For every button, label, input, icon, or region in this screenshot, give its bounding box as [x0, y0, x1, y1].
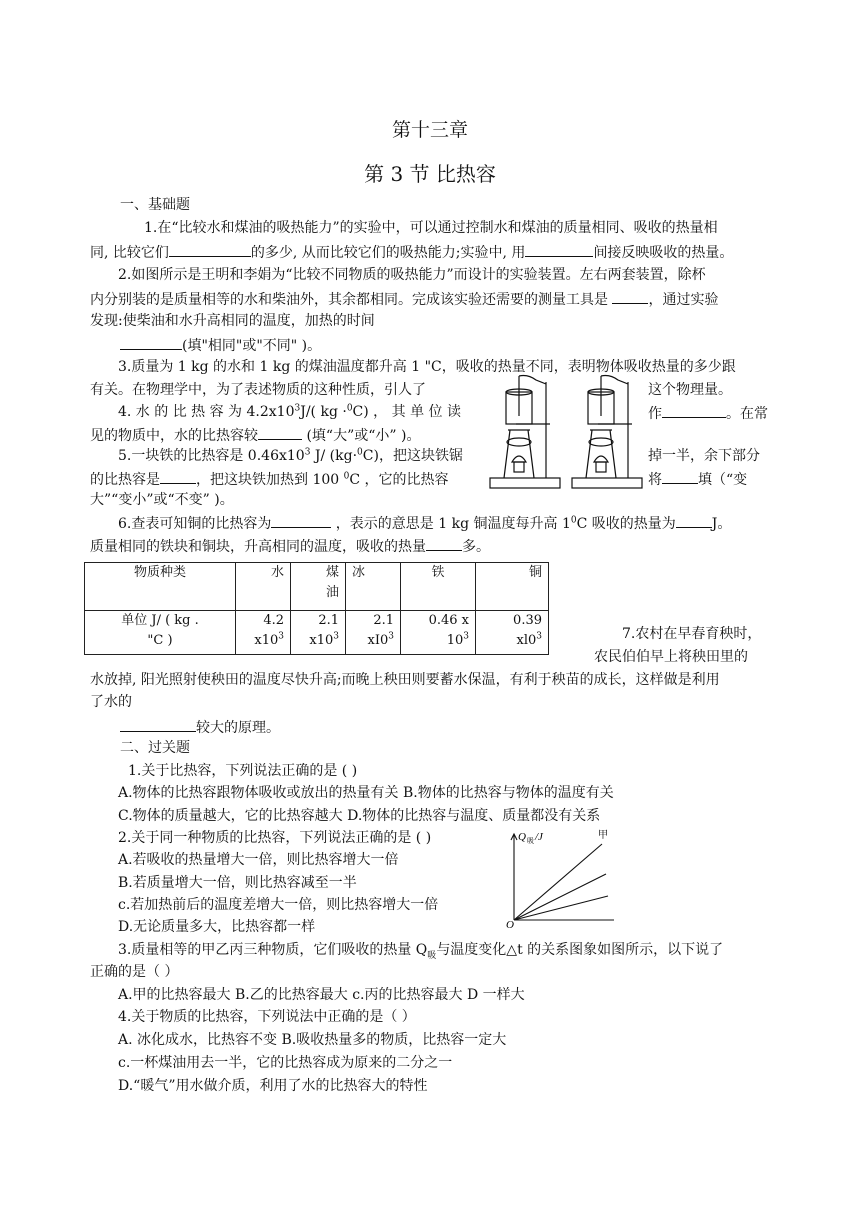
- heat-temperature-graph: [502, 824, 622, 932]
- q6-line2: 质量相同的铁块和铜块，升高相同的温度，吸收的热量 多。: [90, 535, 490, 557]
- answer-blank: [612, 288, 648, 304]
- q6-line1: 6.查表可知铜的比热容为 ，表示的意思是 1 kg 铜温度每升高 $1^0C$ 吸收的热量为 J。: [118, 512, 731, 534]
- p2-q2-option-c: c.若加热前后的温度差增大一倍，则比热容增大一倍: [118, 897, 439, 913]
- q4-line2: 见的物质中，水的比热容较 (填“大”或“小” )。: [90, 424, 420, 446]
- answer-blank: [662, 468, 698, 484]
- p2-q4-option-ab: A. 冰化成水，比热容不变 B.吸收热量多的物质，比热容一定大: [118, 1032, 507, 1048]
- table-cell: 单位 J/ ( kg . "C ): [85, 611, 236, 655]
- table-cell: 0.39 $xl0^3$: [476, 611, 549, 655]
- section-title: 第 3 节 比热容: [364, 162, 496, 186]
- q5-line2: 的比热容是 ，把这块铁加热到 100 $^0$C ，它的比热容: [90, 468, 449, 490]
- table-cell: 4.2 $x10^3$: [236, 611, 291, 655]
- q2-line4: (填"相同"或"不同" )。: [120, 334, 321, 356]
- q3-line2-end: 这个物理量。: [648, 382, 732, 398]
- table-cell: 0.46 x $10^3$: [401, 611, 476, 655]
- p2-q4-option-d: D.“暖气”用水做介质，利用了水的比热容大的特性: [118, 1078, 428, 1094]
- answer-blank: [271, 512, 331, 528]
- part2-heading: 二、过关题: [120, 740, 190, 756]
- q4-line1: 4. 水 的 比 热 容 为 $4.2x10^3J/$( kg ·$^0$C) ， 其 单 位 读: [118, 403, 461, 420]
- p2-q1-option-ab: A.物体的比热容跟物体吸收或放出的热量有关 B.物体的比热容与物体的温度有关: [118, 785, 614, 801]
- series-label: 甲: [598, 830, 608, 841]
- part1-heading: 一、基础题: [120, 197, 190, 213]
- answer-blank: [662, 402, 726, 418]
- specific-heat-table: [84, 562, 549, 655]
- answer-blank: [426, 535, 462, 551]
- q2-line1: 2.如图所示是王明和李娟为“比较不同物质的吸热能力”而设计的实验装置。左右两套装置，除杯: [118, 267, 706, 283]
- p2-q2-stem: 2.关于同一种物质的比热容，下列说法正确的是 ( ): [118, 830, 432, 846]
- answer-blank: [169, 241, 251, 257]
- table-header-cell: 冰: [346, 563, 401, 611]
- table-row: [85, 611, 549, 655]
- answer-blank: [120, 334, 182, 350]
- q3-line2: 有关。在物理学中，为了表述物质的这种性质，引人了: [90, 382, 426, 398]
- q3-line1: 3.质量为 1 kg 的水和 1 kg 的煤油温度都升高 1 "C，吸收的热量不同，表明物体吸收热量的多少跟: [118, 359, 736, 375]
- answer-blank: [525, 241, 593, 257]
- p2-q2-option-d: D.无论质量多大，比热容都一样: [118, 919, 316, 935]
- answer-blank: [120, 716, 196, 732]
- p2-q1-option-cd: C.物体的质量越大，它的比热容越大 D.物体的比热容与温度、质量都没有关系: [118, 808, 601, 824]
- p2-q3-options: A.甲的比热容最大 B.乙的比热容最大 c.丙的比热容最大 D 一样大: [118, 987, 525, 1003]
- q1-line1: 1.在“比较水和煤油的吸热能力”的实验中，可以通过控制水和煤油的质量相同、吸收的热量相: [144, 220, 718, 236]
- q7-line3: 水放掉, 阳光照射使秧田的温度尽快升高;而晚上秧田则要蓄水保温，有利于秧苗的成长，这样做是利用: [90, 672, 720, 688]
- q7-line2: 农民伯伯早上将秧田里的: [594, 649, 748, 665]
- p2-q3-line2: 正确的是（ ）: [90, 964, 179, 980]
- table-header-cell: 物质种类: [85, 563, 236, 611]
- p2-q1-stem: 1.关于比热容，下列说法正确的是 ( ): [128, 763, 358, 779]
- q2-line2: 内分别装的是质量相等的水和柴油外，其余都相同。完成该实验还需要的测量工具是 ，通过实验: [90, 288, 718, 310]
- table-cell: 2.1 $xI0^3$: [346, 611, 401, 655]
- q5-line2-end: 将 填（“变: [648, 468, 747, 490]
- q1-line2: 同, 比较它们 的多少, 从而比较它们的吸热能力;实验中, 用 间接反映吸收的热量。: [90, 241, 733, 263]
- chapter-title: 第十三章: [391, 119, 468, 141]
- answer-blank: [160, 468, 196, 484]
- table-header-cell: 煤 油: [291, 563, 346, 611]
- graph-origin: O: [506, 919, 514, 931]
- experiment-apparatus-figure: [488, 370, 644, 492]
- table-header-cell: 铁: [401, 563, 476, 611]
- p2-q4-stem: 4.关于物质的比热容，下列说法中正确的是（ ）: [118, 1009, 416, 1025]
- graph-ylabel-sub: 吸: [527, 837, 534, 845]
- q5-line3: 大”“变小”或“不变” )。: [90, 492, 234, 508]
- graph-ylabel-unit: /J: [535, 831, 543, 843]
- q2-line3: 发现:使柴油和水升高相同的温度，加热的时间: [90, 313, 375, 329]
- p2-q2-option-b: B.若质量增大一倍，则比热容减至一半: [118, 875, 357, 891]
- q5-line1-end: 掉一半，余下部分: [648, 448, 760, 464]
- q4-line1-end: 作 。在常: [648, 402, 768, 424]
- q7-line5: 较大的原理。: [120, 716, 280, 738]
- q7-line4: 了水的: [90, 694, 132, 710]
- table-header-cell: 铜: [476, 563, 549, 611]
- p2-q3-line1: 3.质量相等的甲乙丙三种物质，它们吸收的热量 $Q_吸$与温度变化△t 的关系图象如图所示，以下说了: [118, 942, 724, 961]
- answer-blank: [676, 512, 712, 528]
- graph-ylabel: Q: [518, 831, 526, 843]
- answer-blank: [258, 424, 302, 440]
- q7-line1: 7.农村在早春育秧时，: [622, 626, 762, 642]
- table-cell: 2.1 $x10^3$: [291, 611, 346, 655]
- p2-q2-option-a: A.若吸收的热量增大一倍，则比热容增大一倍: [118, 852, 399, 868]
- table-header-cell: 水: [236, 563, 291, 611]
- q5-line1: 5.一块铁的比热容是 $0.46x10^3$ J/ (kg·$^0$C)，把这块铁锯: [118, 447, 463, 464]
- p2-q4-option-c: c.一杯煤油用去一半，它的比热容成为原来的二分之一: [118, 1055, 453, 1071]
- table-row: [85, 563, 549, 611]
